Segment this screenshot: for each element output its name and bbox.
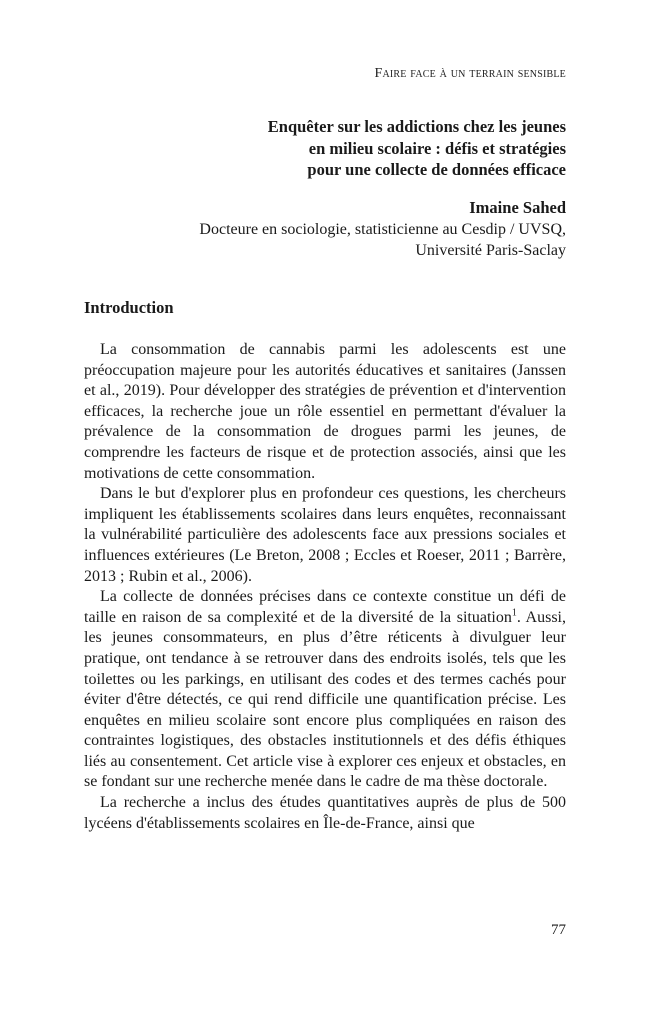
paragraph bbox=[84, 587, 566, 793]
affiliation-line-2: Université Paris-Saclay bbox=[415, 242, 566, 259]
author-affiliation bbox=[106, 219, 566, 261]
paragraph-text: . Aussi, les jeunes consommateurs, en plus d’être réticents à divulguer leur pratique, ont tendance à se retrouver dans des endroits isolés, tels que les toilettes ou les parkings, en utilisant des codes et des termes cachés pour éviter d'être détectés, ce qui rend difficile une quantification précise. Les enquêtes en milieu scolaire sont encore plus compliquées en raison des contraintes logistiques, des obstacles institutionnels et des défis éthiques liés au consentement. Cet article vise à explorer ces enjeux et obstacles, en se fondant sur une recherche menée dans le cadre de ma thèse doctorale. bbox=[84, 608, 567, 791]
article-title bbox=[146, 116, 566, 181]
running-head: Faire face à un terrain sensible bbox=[374, 66, 566, 81]
paragraph-text: La collecte de données précises dans ce contexte constitue un défi de taille en raison de sa complexité et de la diversité de la situation bbox=[84, 588, 566, 626]
body-text bbox=[84, 340, 566, 834]
footnote-marker[interactable]: 1 bbox=[511, 607, 517, 619]
paragraph: La recherche a inclus des études quantitatives auprès de plus de 500 lycéens d'établissements scolaires en Île-de-France, ainsi que bbox=[84, 794, 566, 832]
title-line-3: pour une collecte de données efficace bbox=[307, 160, 566, 179]
author-name: Imaine Sahed bbox=[469, 198, 566, 217]
title-line-1: Enquêter sur les addictions chez les jeunes bbox=[267, 117, 566, 136]
affiliation-line-1: Docteure en sociologie, statisticienne au Cesdip / UVSQ, bbox=[199, 221, 566, 238]
paragraph: Dans le but d'explorer plus en profondeur ces questions, les chercheurs impliquent les établissements scolaires dans leurs enquêtes, reconnaissant la vulnérabilité particulière des adolescents face aux pressions sociales et influences extérieures (Le Breton, 2008 ; Eccles et Roeser, 2011 ; Barrère, 2013 ; Rubin et al., 2006). bbox=[84, 485, 566, 585]
page-number: 77 bbox=[551, 922, 566, 938]
title-line-2: en milieu scolaire : défis et stratégies bbox=[308, 138, 566, 158]
section-heading: Introduction bbox=[84, 298, 174, 317]
paragraph: La consommation de cannabis parmi les adolescents est une préoccupation majeure pour les autorités éducatives et sanitaires (Janssen et al., 2019). Pour développer des stratégies de prévention et d'intervention efficaces, la recherche joue un rôle essentiel en permettant d'évaluer la prévalence de la consommation de drogues parmi les jeunes, de comprendre les facteurs de risque et de protection associés, ainsi que les motivations de cette consommation. bbox=[84, 341, 566, 482]
